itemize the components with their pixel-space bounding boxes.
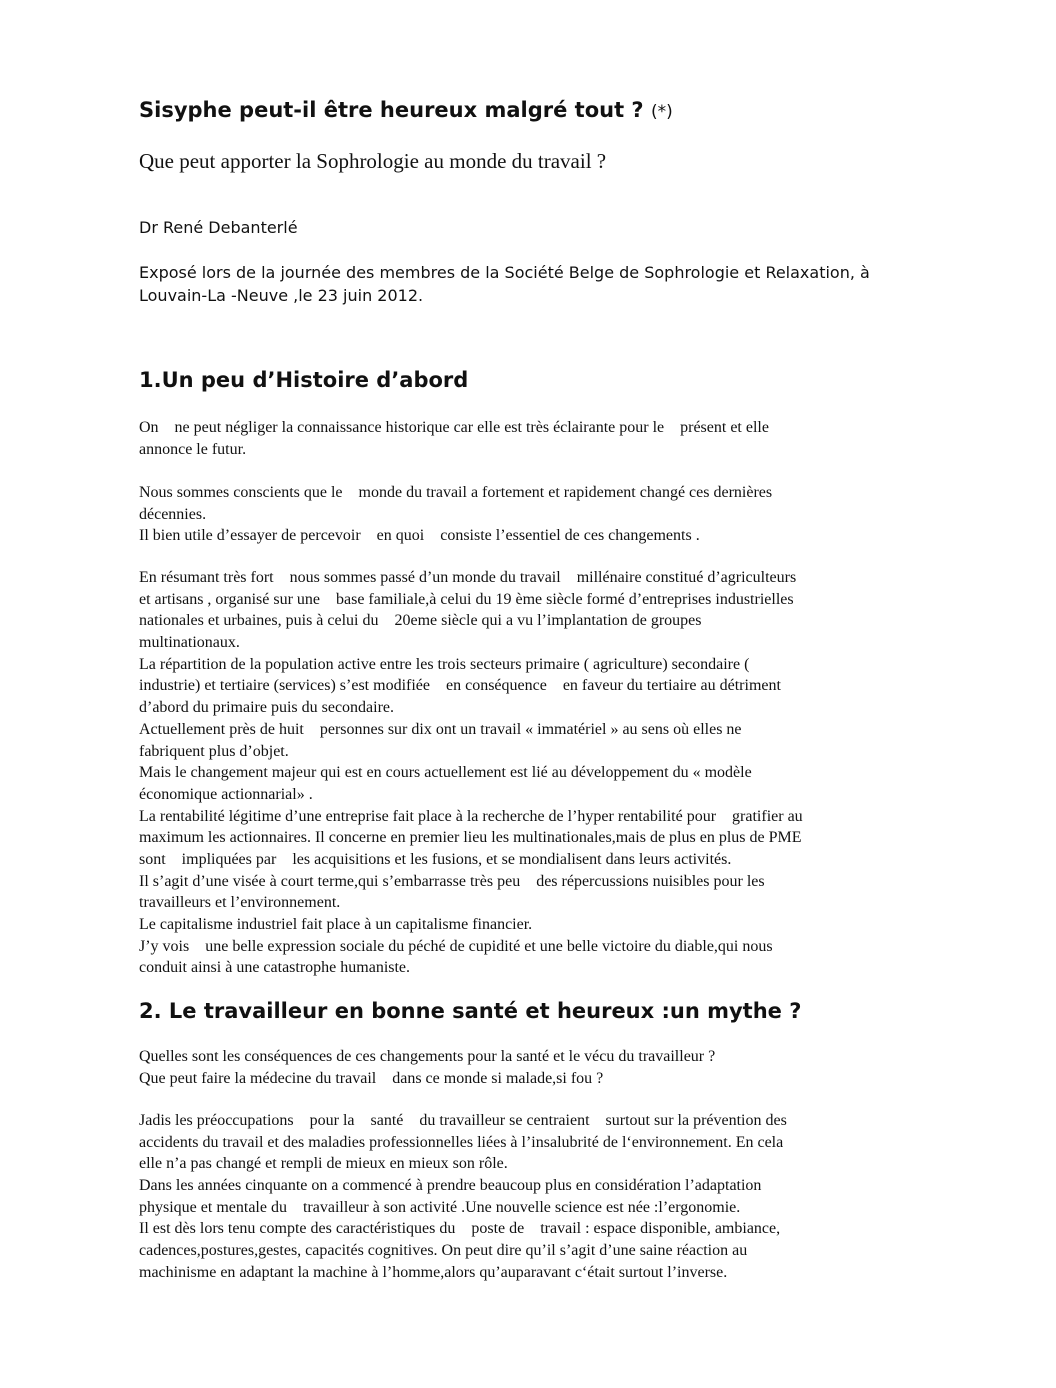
text-line: Actuellement près de huit personnes sur dix ont un travail « immatériel » au sens où elles ne <box>139 720 742 738</box>
text-line: J’y vois une belle expression sociale du péché de cupidité et une belle victoire du diable,qui nous <box>139 937 773 955</box>
text-line: conduit ainsi à une catastrophe humaniste. <box>139 959 411 977</box>
section-2-paragraph-2 <box>139 1110 787 1284</box>
text-line: travailleurs et l’environnement. <box>139 894 341 912</box>
text-line: d’abord du primaire puis du secondaire. <box>139 699 395 717</box>
context-line: Louvain-La -Neuve ,le 23 juin 2012. <box>139 286 424 305</box>
text-line: Dans les années cinquante on a commencé à prendre beaucoup plus en considération l’adaptation <box>139 1177 762 1195</box>
text-line: nationales et urbaines, puis à celui du 20eme siècle qui a vu l’implantation de groupes <box>139 612 702 630</box>
presentation-context <box>139 261 929 307</box>
text-line: En résumant très fort nous sommes passé d’un monde du travail millénaire constitué d’agriculteurs <box>139 569 797 586</box>
text-line: Jadis les préoccupations pour la santé du travailleur se centraient surtout sur la prévention des <box>139 1112 787 1129</box>
section-1-heading: 1.Un peu d’Histoire d’abord <box>139 368 469 392</box>
text-line: accidents du travail et des maladies professionnelles liées à l’insalubrité de l‘environnement. En cela <box>139 1133 784 1151</box>
text-line: décennies. <box>139 505 207 523</box>
text-line: et artisans , organisé sur une base familiale,à celui du 19 ème siècle formé d’entreprises industrielles <box>139 590 794 608</box>
section-1-paragraph-1 <box>139 417 769 460</box>
text-line: Il s’agit d’une visée à court terme,qui s’embarrasse très peu des répercussions nuisibles pour les <box>139 872 765 890</box>
text-line: La répartition de la population active entre les trois secteurs primaire ( agriculture) secondaire ( <box>139 655 750 673</box>
text-line: économique actionnarial» . <box>139 785 313 803</box>
text-line: multinationaux. <box>139 634 240 652</box>
text-line: machinisme en adaptant la machine à l’homme,alors qu’auparavant c‘était surtout l’inverse. <box>139 1263 728 1281</box>
text-line: maximum les actionnaires. Il concerne en premier lieu les multinationales,mais de plus en plus de PME <box>139 829 802 847</box>
text-line: sont impliquées par les acquisitions et les fusions, et se mondialisent dans leurs activités. <box>139 850 732 868</box>
text-line: physique et mentale du travailleur à son activité .Une nouvelle science est née :l’ergonomie. <box>139 1198 741 1216</box>
text-line: Que peut faire la médecine du travail dans ce monde si malade,si fou ? <box>139 1069 604 1087</box>
text-line: Il est dès lors tenu compte des caractéristiques du poste de travail : espace disponible, ambiance, <box>139 1220 781 1238</box>
document-title <box>139 98 673 122</box>
text-line: industrie) et tertiaire (services) s’est modifiée en conséquence en faveur du tertiaire au détriment <box>139 677 781 695</box>
section-2-paragraph-1 <box>139 1046 715 1089</box>
text-line: Quelles sont les conséquences de ces changements pour la santé et le vécu du travailleur ? <box>139 1048 716 1065</box>
section-1-paragraph-2 <box>139 482 772 547</box>
text-line: Le capitalisme industriel fait place à un capitalisme financier. <box>139 916 533 933</box>
document-subtitle: Que peut apporter la Sophrologie au monde du travail ? <box>139 149 607 173</box>
text-line: annonce le futur. <box>139 440 247 458</box>
text-line: On ne peut négliger la connaissance historique car elle est très éclairante pour le présent et elle <box>139 419 769 436</box>
section-2-heading: 2. Le travailleur en bonne santé et heureux :un mythe ? <box>139 999 802 1023</box>
section-1-paragraph-3 <box>139 567 803 979</box>
title-text: Sisyphe peut-il être heureux malgré tout ? <box>139 98 644 122</box>
text-line: elle n’a pas changé et rempli de mieux en mieux son rôle. <box>139 1155 508 1173</box>
context-line: Exposé lors de la journée des membres de la Société Belge de Sophrologie et Relaxation, à <box>139 263 870 282</box>
text-line: cadences,postures,gestes, capacités cognitives. On peut dire qu’il s’agit d’une saine réaction au <box>139 1242 748 1260</box>
text-line: Nous sommes conscients que le monde du travail a fortement et rapidement changé ces dernières <box>139 484 773 501</box>
text-line: La rentabilité légitime d’une entreprise fait place à la recherche de l’hyper rentabilité pour gratifier au <box>139 807 803 825</box>
text-line: fabriquent plus d’objet. <box>139 742 289 760</box>
author-name: Dr René Debanterlé <box>139 218 298 237</box>
text-line: Mais le changement majeur qui est en cours actuellement est lié au développement du « modèle <box>139 764 752 782</box>
text-line: Il bien utile d’essayer de percevoir en quoi consiste l’essentiel de ces changements . <box>139 527 700 545</box>
title-note: (*) <box>650 102 673 122</box>
